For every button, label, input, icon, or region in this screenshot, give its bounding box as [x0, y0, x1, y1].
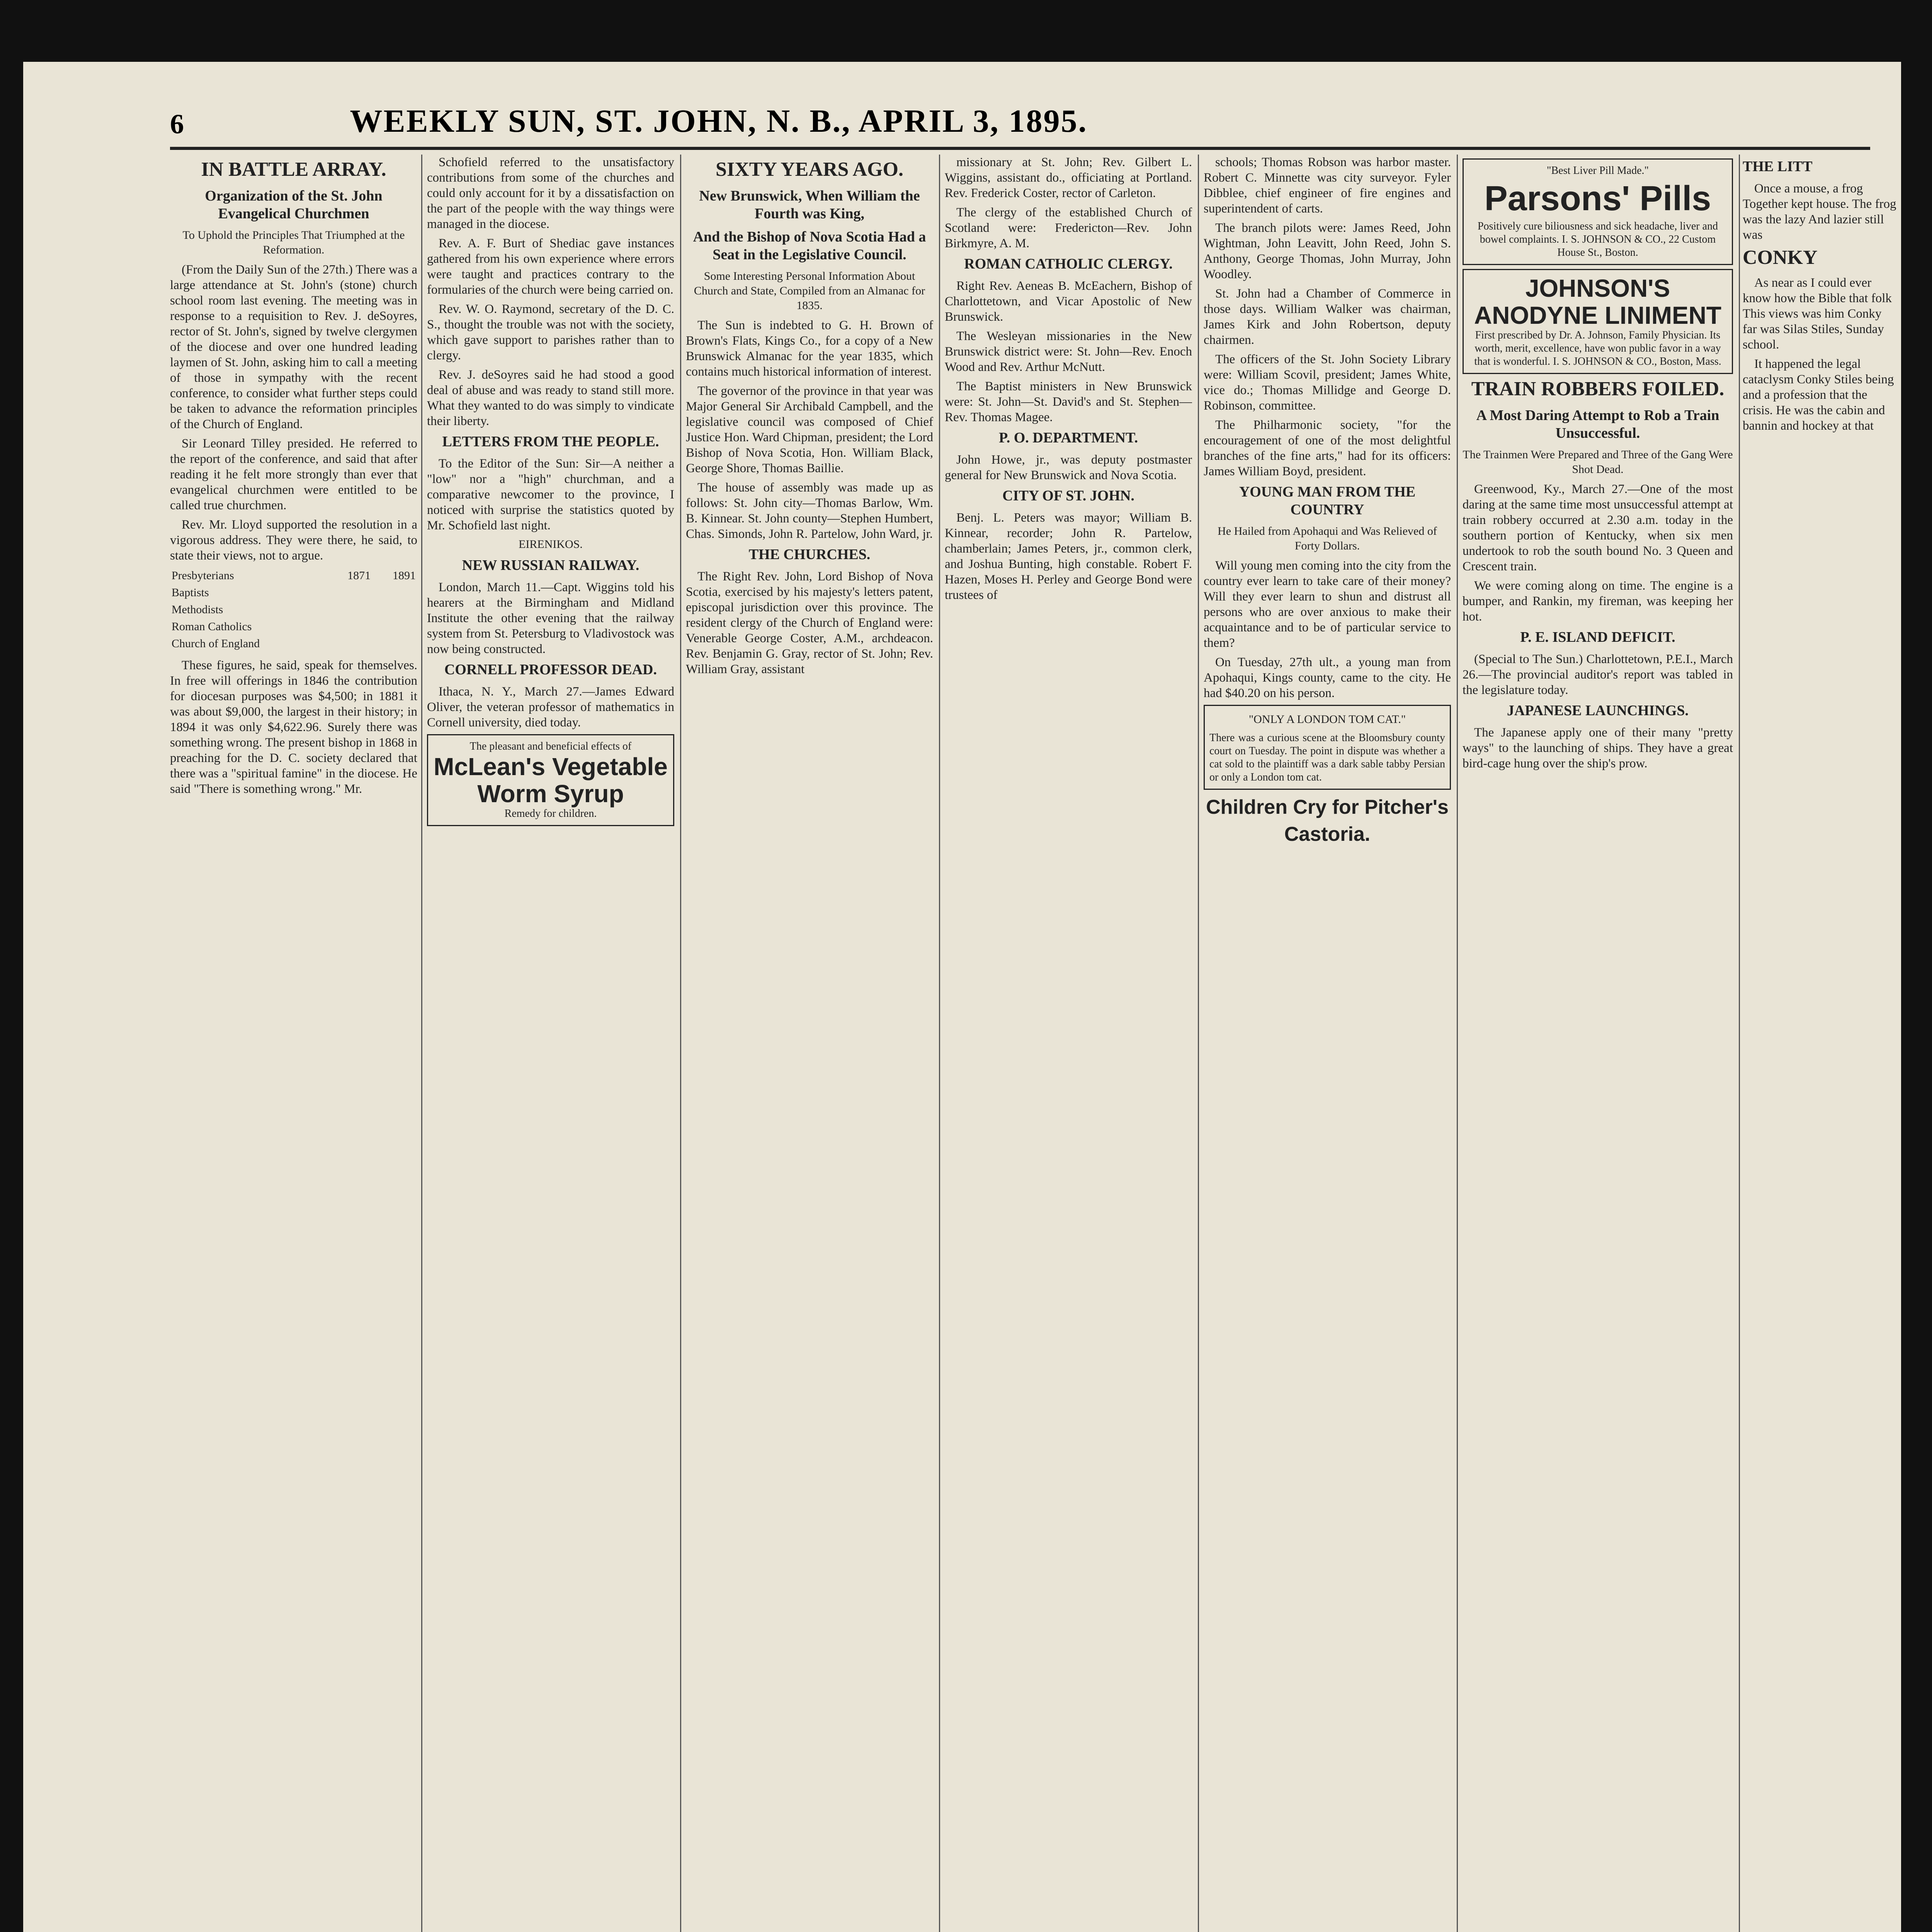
paragraph: The officers of the St. John Society Library were: William Scovil, president; James White, vice do.; Thomas Millidge and George D. Robinson, committee.	[1204, 352, 1451, 413]
section-heading: YOUNG MAN FROM THE COUNTRY	[1239, 484, 1416, 518]
column-rule	[680, 155, 681, 1932]
column-7-cropped	[1743, 155, 1897, 1932]
section-heading: CITY OF ST. JOHN.	[1002, 488, 1134, 504]
column-5	[1204, 155, 1451, 1932]
section-heading: ROMAN CATHOLIC CLERGY.	[964, 256, 1173, 272]
paragraph: Once a mouse, a frog Together kept house. The frog was the lazy And lazier still was	[1743, 182, 1896, 242]
paragraph: The Japanese apply one of their many "pretty ways" to the launching of ships. They have a great bird-cage hung over the ship's prow.	[1463, 726, 1733, 770]
table-cell: Roman Catholics	[172, 620, 252, 633]
boxed-article	[1204, 705, 1451, 790]
column-rule	[1457, 155, 1458, 1932]
table-cell	[327, 601, 372, 618]
column-4	[945, 155, 1192, 1932]
section-heading: P. E. ISLAND DEFICIT.	[1520, 629, 1675, 645]
table-cell	[327, 635, 372, 652]
paragraph: The house of assembly was made up as follows: St. John city—Thomas Barlow, Wm. B. Kinnear. St. John county—Stephen Humbert, Chas. Simonds, John R. Partelow, John Ward, jr.	[686, 481, 933, 541]
column-3	[686, 155, 933, 1932]
article-deck: The Trainmen Were Prepared and Three of the Gang Were Shot Dead.	[1463, 448, 1733, 476]
paragraph: (Special to The Sun.) Charlottetown, P.E.I., March 26.—The provincial auditor's report was tabled in the legislature today.	[1463, 652, 1733, 697]
paragraph: Greenwood, Ky., March 27.—One of the most daring at the same time most unsuccessful attempt at train robbery occurred at 2.30 a.m. today in the southern portion of Kentucky, when six men undertook to rob the south bound No. 3 Queen and Crescent train.	[1463, 482, 1733, 573]
table-cell	[372, 601, 417, 618]
paragraph: London, March 11.—Capt. Wiggins told his hearers at the Birmingham and Midland Institute the other evening that the railway system from St. Petersburg to Vladivostock was now being constructed.	[427, 580, 674, 656]
column-1	[170, 155, 417, 1932]
paragraph: Rev. J. deSoyres said he had stood a good deal of abuse and was ready to stand still more. What they wanted to do was simply to vindicate their liberty.	[427, 368, 674, 428]
table-cell: Church of England	[172, 637, 260, 650]
paragraph: On Tuesday, 27th ult., a young man from Apohaqui, Kings county, came to the city. He had $40.20 on his person.	[1204, 655, 1451, 700]
page-number: 6	[170, 109, 184, 139]
paragraph: The Sun is indebted to G. H. Brown of Brown's Flats, Kings Co., for a copy of a New Brunswick Almanac for the year 1835, which contains much historical information of interest.	[686, 318, 933, 379]
section-heading: THE LITT	[1743, 158, 1813, 175]
article-subhead: Organization of the St. John Evangelical Churchmen	[205, 188, 383, 222]
paragraph: The branch pilots were: James Reed, John Wightman, John Leavitt, John Reed, John S. Anthony, George Thomas, John Murray, John Woodley.	[1204, 221, 1451, 281]
article-headline: SIXTY YEARS AGO.	[716, 158, 903, 180]
column-rule	[421, 155, 422, 1932]
column-rule	[939, 155, 940, 1932]
ad-text: The pleasant and beneficial effects of	[469, 740, 632, 752]
liniment-advertisement	[1463, 269, 1733, 374]
article-deck: Some Interesting Personal Information About Church and State, Compiled from an Almanac for 1835.	[694, 270, 925, 312]
paragraph: The clergy of the established Church of Scotland were: Fredericton—Rev. John Birkmyre, A. M.	[945, 206, 1192, 250]
article-subhead: New Brunswick, When William the Fourth was King,	[699, 188, 920, 222]
section-heading: LETTERS FROM THE PEOPLE.	[442, 434, 659, 450]
box-title: "ONLY A LONDON TOM CAT."	[1248, 713, 1406, 726]
castoria-advertisement: Children Cry for Pitcher's Castoria.	[1206, 796, 1449, 845]
article-headline: CONKY	[1743, 247, 1818, 269]
paragraph: Rev. W. O. Raymond, secretary of the D. C. S., thought the trouble was not with the society, which gave support to parishes rather than to clergy.	[427, 302, 674, 362]
paragraph: Schofield referred to the unsatisfactory contributions from some of the churches and could only account for it by a dissatisfaction on the part of the people with the way things were managed in the diocese.	[427, 155, 674, 231]
section-heading: P. O. DEPARTMENT.	[998, 430, 1138, 446]
paragraph: schools; Thomas Robson was harbor master. Robert C. Minnette was city surveyor. Fyler Dibblee, chief engineer of fire engines and superintendent of carts.	[1204, 155, 1451, 216]
paragraph: Will young men coming into the city from the country ever learn to take care of their money? Will they ever learn to shun and distrust all persons who are over anxious to make their acquaintance and to be of particular service to them?	[1204, 559, 1451, 650]
article-deck: To Uphold the Principles That Triumphed at the Reformation.	[182, 229, 405, 256]
ad-brand: McLean's Vegetable Worm Syrup	[434, 753, 668, 808]
paragraph: (From the Daily Sun of the 27th.) There was a large attendance at St. John's (stone) church school room last evening. The meeting was in response to a requisition to Rev. J. deSoyres, rector of St. John's, signed by twelve clergymen of the diocese and over one hundred leading laymen of St. John, asking him to call a meeting of those in sympathy with the recent conference, to consider what further steps could be taken to advance the reformation principles of the Church of England.	[170, 263, 417, 431]
column-2	[427, 155, 674, 1932]
ad-text: Positively cure biliousness and sick headache, liver and bowel complaints. I. S. JOHNSON & CO., 22 Custom House St., Boston.	[1477, 220, 1718, 259]
paragraph: The Wesleyan missionaries in the New Brunswick district were: St. John—Rev. Enoch Wood and Rev. Arthur McNutt.	[945, 329, 1192, 374]
article-headline: TRAIN ROBBERS FOILED.	[1471, 378, 1725, 400]
worm-syrup-advertisement	[427, 734, 674, 826]
ad-brand: JOHNSON'S ANODYNE LINIMENT	[1474, 274, 1721, 329]
table-cell: 1871	[347, 569, 371, 582]
paragraph: St. John had a Chamber of Commerce in those days. William Walker was chairman, James Kirk and John Robertson, deputy chairmen.	[1204, 287, 1451, 347]
article-subhead: A Most Daring Attempt to Rob a Train Unsuccessful.	[1476, 407, 1719, 441]
ad-brand: Parsons' Pills	[1484, 179, 1711, 218]
table-cell	[372, 618, 417, 635]
statistics-table	[170, 567, 417, 652]
scan-edge	[1921, 0, 1932, 1932]
paragraph: The Right Rev. John, Lord Bishop of Nova Scotia, exercised by his majesty's letters patent, episcopal jurisdiction over this province. The resident clergy of the Church of England were: Venerable George Coster, A.M., archdeacon. Rev. Benjamin G. Gray, rector of St. John; Rev. William Gray, assistant	[686, 570, 933, 676]
paragraph: We were coming along on time. The engine is a bumper, and Rankin, my fireman, was keeping her hot.	[1463, 579, 1733, 624]
signature: EIRENIKOS.	[519, 538, 583, 551]
table-cell	[327, 618, 372, 635]
section-heading: CORNELL PROFESSOR DEAD.	[444, 662, 657, 678]
paragraph: Sir Leonard Tilley presided. He referred to the report of the conference, and said that after reading it he felt more strongly than ever that evangelical churchmen were entitled to be called true churchmen.	[170, 437, 417, 512]
table-cell	[327, 584, 372, 601]
table-cell	[372, 635, 417, 652]
paragraph: John Howe, jr., was deputy postmaster general for New Brunswick and Nova Scotia.	[945, 453, 1192, 482]
paragraph: Benj. L. Peters was mayor; William B. Kinnear, recorder; John R. Partelow, chamberlain; James Peters, jr., common clerk, and Joshua Bunting, high constable. Robert F. Hazen, Moses H. Perley and George Bond were trustees of	[945, 511, 1192, 602]
masthead: WEEKLY SUN, ST. JOHN, N. B., APRIL 3, 1895.	[350, 103, 1088, 139]
paragraph: The governor of the province in that year was Major General Sir Archibald Campbell, and the legislative council was composed of Chief Justice Hon. Ward Chipman, president; the Lord Bishop of Nova Scotia, Hon. William Black, George Shore, Thomas Baillie.	[686, 384, 933, 475]
article-deck: He Hailed from Apohaqui and Was Relieved of Forty Dollars.	[1218, 525, 1437, 552]
paragraph: The Baptist ministers in New Brunswick were: St. John—St. David's and St. Stephen—Rev. Thomas Magee.	[945, 379, 1192, 424]
table-cell: Baptists	[172, 586, 209, 599]
paragraph: missionary at St. John; Rev. Gilbert L. Wiggins, assistant do., officiating at Portland. Rev. Frederick Coster, rector of Carleton.	[945, 155, 1192, 200]
paragraph: To the Editor of the Sun: Sir—A neither a "low" nor a "high" churchman, and a comparative newcomer to the province, I noticed with surprise the statistics quoted by Mr. Schofield last night.	[427, 457, 674, 532]
section-heading: JAPANESE LAUNCHINGS.	[1507, 702, 1689, 719]
paragraph: It happened the legal cataclysm Conky Stiles being and a profession that the crisis. He was the cabin and bannin and hockey at that	[1743, 357, 1894, 433]
paragraph: Ithaca, N. Y., March 27.—James Edward Oliver, the veteran professor of mathematics in Cornell university, died today.	[427, 685, 674, 730]
paragraph: As near as I could ever know how the Bible that folk This views was him Conky far was Silas Stiles, Sunday school.	[1743, 276, 1892, 352]
box-text: There was a curious scene at the Bloomsbury county court on Tuesday. The point in dispute was whether a cat sold to the plaintiff was a dark sable tabby Persian or only a London tom cat.	[1209, 732, 1445, 783]
column-6	[1463, 155, 1733, 1932]
paragraph: Rev. A. F. Burt of Shediac gave instances gathered from his own experience where errors were taught and practices contrary to the formularies of the church were being carried on.	[427, 236, 674, 297]
parsons-pills-advertisement	[1463, 158, 1733, 265]
column-rule	[1198, 155, 1199, 1932]
masthead-rule	[170, 147, 1870, 150]
section-heading: THE CHURCHES.	[748, 546, 871, 563]
table-cell: Presbyterians	[172, 569, 234, 582]
ad-text: First prescribed by Dr. A. Johnson, Family Physician. Its worth, merit, excellence, have won public favor in a way that is wonderful. I. S. JOHNSON & CO., Boston, Mass.	[1474, 329, 1721, 367]
article-headline: IN BATTLE ARRAY.	[201, 158, 386, 180]
paragraph: Rev. Mr. Lloyd supported the resolution in a vigorous address. They were there, he said, to state their views, not to argue.	[170, 518, 417, 563]
ad-text: Remedy for children.	[504, 808, 597, 820]
table-cell	[372, 584, 417, 601]
article-subhead: And the Bishop of Nova Scotia Had a Seat in the Legislative Council.	[693, 229, 926, 263]
table-cell: 1891	[393, 569, 416, 582]
column-rule	[1739, 155, 1740, 1932]
ad-text: "Best Liver Pill Made."	[1547, 165, 1649, 177]
section-heading: NEW RUSSIAN RAILWAY.	[462, 557, 639, 573]
newspaper-page	[23, 62, 1901, 1932]
paragraph: Right Rev. Aeneas B. McEachern, Bishop of Charlottetown, and Vicar Apostolic of New Brunswick.	[945, 279, 1192, 324]
paragraph: The Philharmonic society, "for the encouragement of one of the most delightful branches of the fine arts," had for its officers: James William Boyd, president.	[1204, 418, 1451, 478]
paragraph: These figures, he said, speak for themselves. In free will offerings in 1846 the contribution for diocesan purposes was $4,500; in 1881 it was about $9,000, the largest in their history; in 1894 it was only $4,622.96. Surely there was something wrong. The present bishop in 1868 in preaching for the D. C. society declared that there was a "spiritual famine" in the diocese. He said "There is something wrong." Mr.	[170, 658, 417, 796]
table-cell: Methodists	[172, 603, 223, 616]
